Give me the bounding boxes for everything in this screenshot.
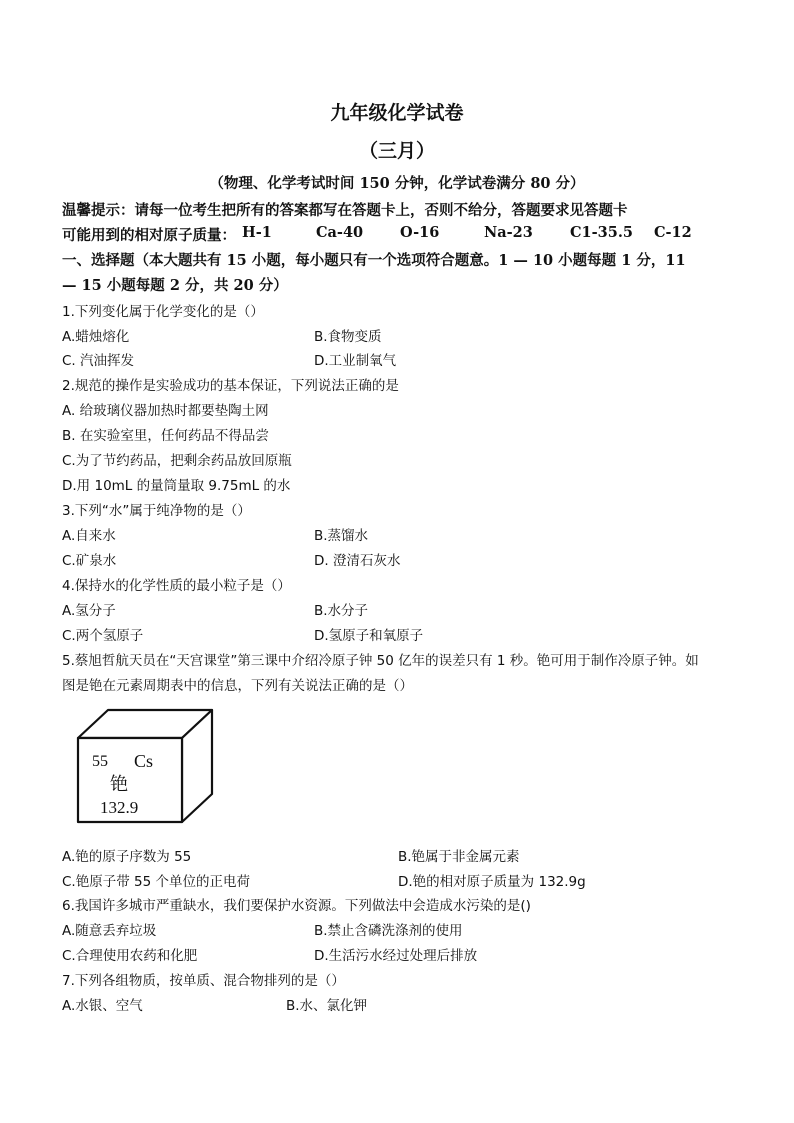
- q1-option-c: C. 汽油挥发: [62, 353, 135, 369]
- q3-option-d: D. 澄清石灰水: [314, 553, 401, 569]
- q6-option-a: A.随意丢弃垃圾: [62, 923, 157, 939]
- mass-h: H-1: [242, 224, 272, 241]
- element-mass: 132.9: [100, 798, 139, 817]
- q1-option-d: D.工业制氧气: [314, 353, 397, 369]
- q5-option-c: C.铯原子带 55 个单位的正电荷: [62, 874, 250, 890]
- q2-stem: 2.规范的操作是实验成功的基本保证，下列说法正确的是: [62, 378, 399, 394]
- q7-option-b: B.水、氯化钾: [286, 998, 368, 1014]
- exam-title: 九年级化学试卷: [330, 102, 464, 124]
- q3-option-c: C.矿泉水: [62, 553, 117, 569]
- section1-heading-line1: 一、选择题（本大题共有 15 小题，每小题只有一个选项符合题意。1 — 10 小题每题 1 分，11: [62, 252, 686, 269]
- q4-option-d: D.氢原子和氧原子: [314, 628, 424, 644]
- mass-c: C-12: [654, 224, 692, 241]
- q6-option-c: C.合理使用农药和化肥: [62, 948, 198, 964]
- q2-option-b: B. 在实验室里，任何药品不得品尝: [62, 428, 269, 444]
- mass-cl: C1-35.5: [570, 224, 633, 241]
- section1-heading-line2: — 15 小题每题 2 分，共 20 分）: [62, 277, 288, 294]
- tip-line: 温馨提示：请每一位考生把所有的答案都写在答题卡上，否则不给分，答题要求见答题卡: [62, 202, 628, 219]
- q5-option-b: B.铯属于非金属元素: [398, 849, 520, 865]
- q1-option-b: B.食物变质: [314, 329, 382, 345]
- q4-option-a: A.氢分子: [62, 603, 116, 619]
- q1-stem: 1.下列变化属于化学变化的是（）: [62, 304, 264, 320]
- q5-stem-line1: 5.蔡旭哲航天员在“天宫课堂”第三课中介绍冷原子钟 50 亿年的误差只有 1 秒。铯可用于制作冷原子钟。如: [62, 653, 699, 669]
- q6-stem: 6.我国许多城市严重缺水，我们要保护水资源。下列做法中会造成水污染的是(): [62, 898, 531, 914]
- q2-option-d: D.用 10mL 的量筒量取 9.75mL 的水: [62, 478, 291, 494]
- q2-option-c: C.为了节约药品，把剩余药品放回原瓶: [62, 453, 292, 469]
- element-symbol: Cs: [134, 751, 154, 771]
- q4-option-c: C.两个氢原子: [62, 628, 144, 644]
- q7-option-a: A.水银、空气: [62, 998, 143, 1014]
- mass-na: Na-23: [484, 224, 533, 241]
- q3-option-a: A.自来水: [62, 528, 116, 544]
- time-note: （物理、化学考试时间 150 分钟，化学试卷满分 80 分）: [209, 175, 585, 192]
- atomic-mass-label: 可能用到的相对原子质量：: [62, 227, 236, 244]
- q3-stem: 3.下列“水”属于纯净物的是（）: [62, 503, 251, 519]
- element-name: 铯: [110, 774, 128, 795]
- atomic-mass-line: [62, 224, 692, 245]
- q3-option-b: B.蒸馏水: [314, 528, 369, 544]
- exam-subtitle: （三月）: [358, 140, 435, 162]
- cesium-element-card: [70, 700, 220, 830]
- q5-option-a: A.铯的原子序数为 55: [62, 849, 192, 865]
- q4-option-b: B.水分子: [314, 603, 369, 619]
- q6-option-d: D.生活污水经过处理后排放: [314, 948, 478, 964]
- q4-stem: 4.保持水的化学性质的最小粒子是（）: [62, 578, 291, 594]
- element-number: 55: [92, 753, 108, 770]
- q7-stem: 7.下列各组物质，按单质、混合物排列的是（）: [62, 973, 345, 989]
- q1-option-a: A.蜡烛熔化: [62, 329, 130, 345]
- q5-stem-line2: 图是铯在元素周期表中的信息，下列有关说法正确的是（）: [62, 678, 413, 694]
- q5-option-d: D.铯的相对原子质量为 132.9g: [398, 874, 586, 890]
- q2-option-a: A. 给玻璃仪器加热时都要垫陶土网: [62, 403, 269, 419]
- mass-o: O-16: [400, 224, 440, 241]
- q6-option-b: B.禁止含磷洗涤剂的使用: [314, 923, 463, 939]
- mass-ca: Ca-40: [316, 224, 364, 241]
